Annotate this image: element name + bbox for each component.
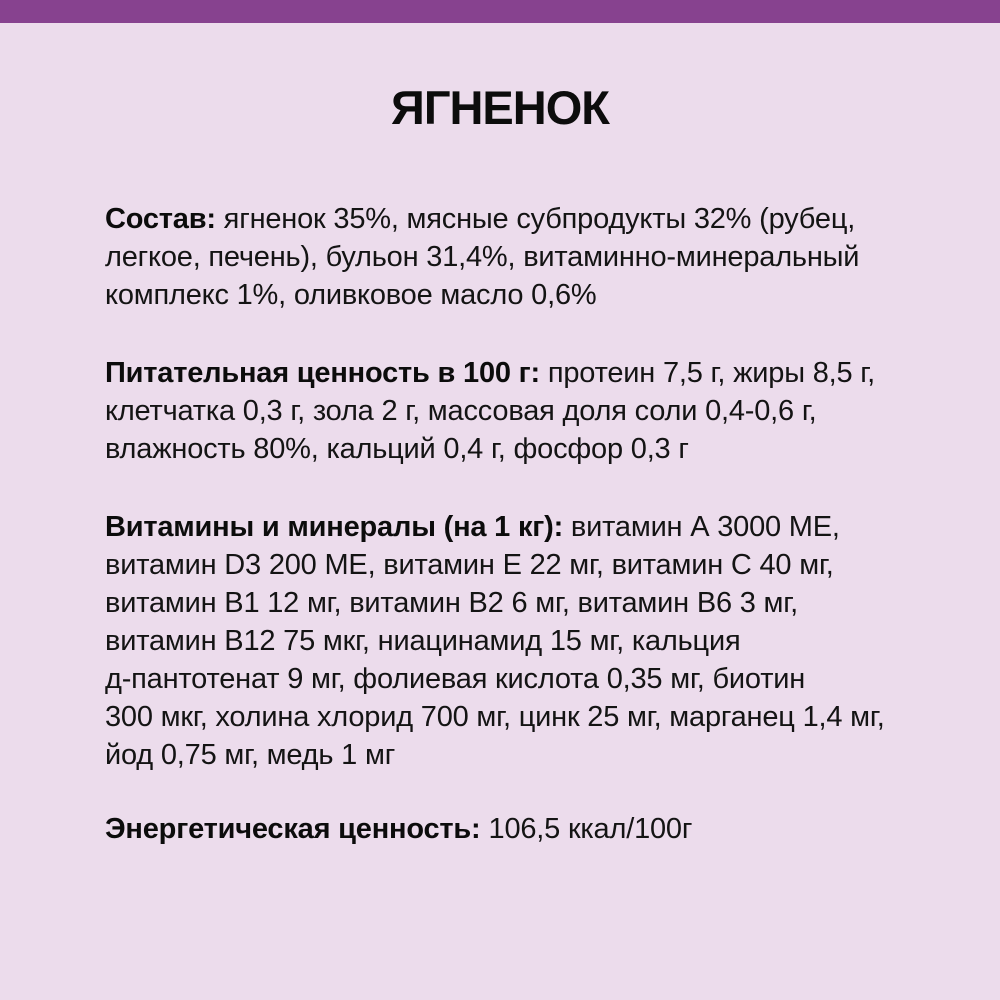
text-line [105, 354, 945, 392]
composition-label: Состав: [105, 203, 216, 235]
nutritional-value-section [105, 354, 945, 468]
text-line: д-пантотенат 9 мг, фолиевая кислота 0,35 мг, биотин [105, 663, 806, 695]
text-line: влажность 80%, кальций 0,4 г, фосфор 0,3 г [105, 433, 689, 465]
text-line [105, 508, 945, 546]
text-line: витамин B12 75 мкг, ниацинамид 15 мг, кальция [105, 625, 741, 657]
label-content [0, 200, 1000, 848]
vitamins-minerals-section [105, 508, 945, 774]
energy-value-text: 106,5 ккал/100г [488, 813, 693, 845]
top-accent-bar [0, 0, 1000, 23]
nutritional-value-label: Питательная ценность в 100 г: [105, 357, 541, 389]
vitamins-minerals-label: Витамины и минералы (на 1 кг): [105, 511, 564, 543]
nutritional-value-text: протеин 7,5 г, жиры 8,5 г, [540, 357, 875, 389]
composition-text: ягненок 35%, мясные субпродукты 32% (рубец, [215, 203, 856, 235]
text-line [105, 200, 945, 238]
text-line: комплекс 1%, оливковое масло 0,6% [105, 279, 597, 311]
composition-section [105, 200, 945, 314]
energy-value-section [105, 810, 945, 848]
product-title: ЯГНЕНОК [391, 81, 609, 134]
text-line: витамин B1 12 мг, витамин B2 6 мг, витамин B6 3 мг, [105, 587, 798, 619]
text-line: витамин D3 200 МЕ, витамин Е 22 мг, витамин С 40 мг, [105, 549, 834, 581]
text-line [105, 810, 945, 848]
text-line: 300 мкг, холина хлорид 700 мг, цинк 25 мг, марганец 1,4 мг, [105, 701, 885, 733]
vitamins-minerals-text: витамин А 3000 МЕ, [563, 511, 840, 543]
text-line: легкое, печень), бульон 31,4%, витаминно-минеральный [105, 241, 860, 273]
text-line: йод 0,75 мг, медь 1 мг [105, 739, 396, 771]
text-line: клетчатка 0,3 г, зола 2 г, массовая доля соли 0,4-0,6 г, [105, 395, 817, 427]
energy-value-label: Энергетическая ценность: [105, 813, 481, 845]
